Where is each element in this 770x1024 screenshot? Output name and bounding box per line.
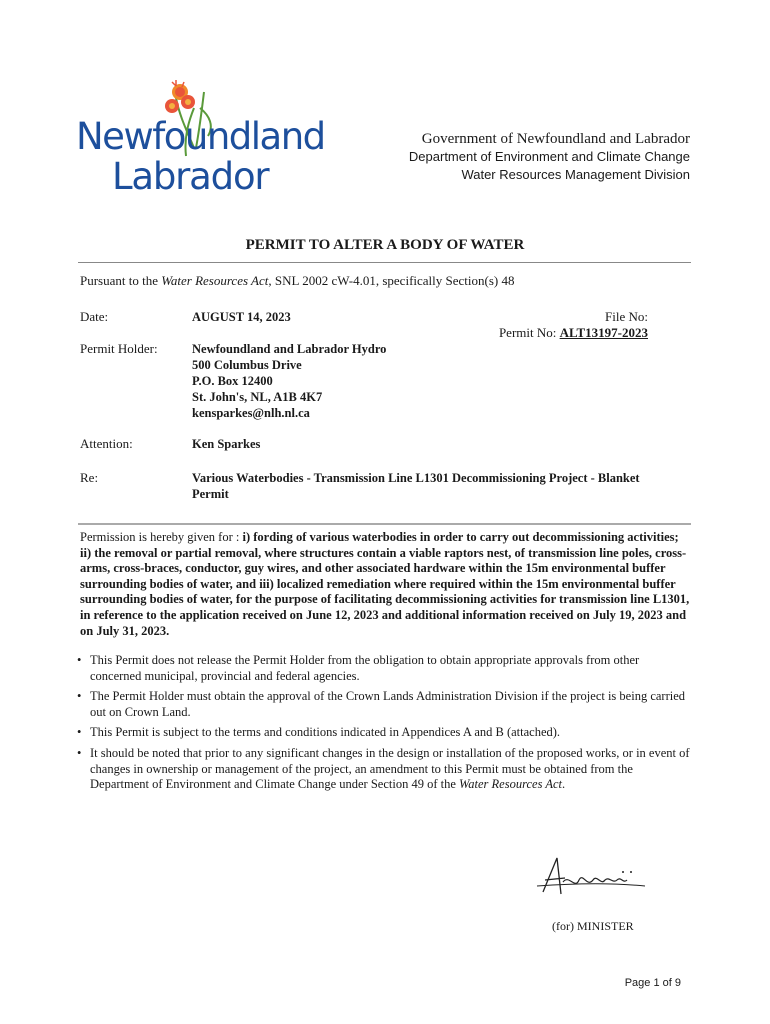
list-item: • This Permit does not release the Permit Holder from the obligation to obtain appropriate approvals from other concerned municipal, provincial and federal agencies. — [77, 653, 640, 683]
permit-no-label: Permit No: — [498, 325, 557, 340]
list-item-text: It should be noted that prior to any significant changes in the design or installation of the proposed works, or in event of changes in ownership or management of the project, an amendment to this Permit must be obtained from the Department of Environment and Climate Change under Section 49 of the — [90, 745, 690, 792]
logo-wordmark-line1: Newfoundland — [76, 115, 325, 158]
division-name: Water Resources Management Division — [461, 167, 690, 182]
conditions-list — [77, 653, 692, 798]
list-item: • This Permit is subject to the terms and conditions indicated in Appendices A and B (attached). — [77, 725, 561, 740]
pursuant-post: , SNL 2002 cW-4.01, specifically Section(s) 48 — [268, 273, 515, 288]
list-item: • It should be noted that prior to any significant changes in the design or installation of the proposed works, or in event of changes in ownership or management of the project, an amendment to this Permit must be obtained from the Department of Environment and Climate Change under Section 49 of the Water Resources Act. — [77, 745, 690, 792]
holder-line: St. John's, NL, A1B 4K7 — [192, 390, 323, 404]
re-value — [192, 470, 640, 502]
date-label: Date: — [80, 309, 109, 324]
government-name: Government of Newfoundland and Labrador — [421, 131, 690, 147]
holder-line: P.O. Box 12400 — [192, 374, 273, 388]
permission-paragraph — [80, 530, 690, 639]
permission-intro: Permission is hereby given for : — [80, 530, 243, 544]
signatory-role: (for) MINISTER — [552, 919, 634, 933]
holder-line: 500 Columbus Drive — [192, 358, 302, 372]
document-title: PERMIT TO ALTER A BODY OF WATER — [245, 237, 525, 253]
list-item-act: Water Resources Act — [459, 777, 563, 792]
attention-label: Attention: — [80, 436, 133, 451]
pursuant-pre: Pursuant to the — [80, 273, 162, 288]
logo-wordmark-line2: Labrador — [112, 155, 269, 198]
re-line: Permit — [192, 487, 229, 501]
list-item-text: This Permit is subject to the terms and conditions indicated in Appendices A and B (attached). — [90, 725, 561, 740]
permission-body: i) fording of various waterbodies in order to carry out decommissioning activities; ii) the removal or partial removal, where structures contain a viable raptors nest, of transmission line poles, cross-arms, cross-braces, conductor, guy wires, and other associated hardware within the 15m environmental buffer surrounding bodies of water, and iii) localized remediation where required within the 15m environmental buffer surrounding bodies of water, for the purpose of facilitating decommissioning activities for transmission line L1301, in reference to the application received on June 12, 2023 and additional information received on July 19, 2023 and on July 31, 2023. — [80, 530, 690, 638]
date-value: AUGUST 14, 2023 — [192, 310, 291, 324]
holder-line: Newfoundland and Labrador Hydro — [192, 342, 387, 356]
permit-holder-label: Permit Holder: — [80, 341, 158, 356]
list-item-text: The Permit Holder must obtain the approval of the Crown Lands Administration Division if the project is being carried out on Crown Land. — [90, 689, 686, 719]
page-number: Page 1 of 9 — [624, 977, 681, 989]
re-line: Various Waterbodies - Transmission Line L1301 Decommissioning Project - Blanket — [192, 471, 640, 485]
re-label: Re: — [80, 470, 99, 485]
pursuant-act: Water Resources Act — [161, 273, 269, 288]
pursuant-statement — [80, 273, 514, 289]
title-divider — [78, 262, 691, 263]
file-no-label: File No: — [605, 309, 648, 324]
permit-no — [499, 325, 648, 341]
attention-value: Ken Sparkes — [192, 437, 261, 451]
government-header — [409, 130, 690, 184]
list-item-text: This Permit does not release the Permit Holder from the obligation to obtain appropriate approvals from other concerned municipal, provincial and federal agencies. — [90, 653, 640, 683]
list-item: • The Permit Holder must obtain the approval of the Crown Lands Administration Division if the project is being carried out on Crown Land. — [77, 689, 686, 719]
section-divider — [78, 523, 691, 525]
permit-holder-address — [192, 341, 386, 421]
list-item-text-end: . — [562, 777, 566, 792]
department-name: Department of Environment and Climate Change — [408, 149, 690, 164]
holder-email: kensparkes@nlh.nl.ca — [192, 406, 310, 420]
permit-no-value: ALT13197-2023 — [559, 325, 648, 340]
signature-image — [535, 850, 655, 910]
